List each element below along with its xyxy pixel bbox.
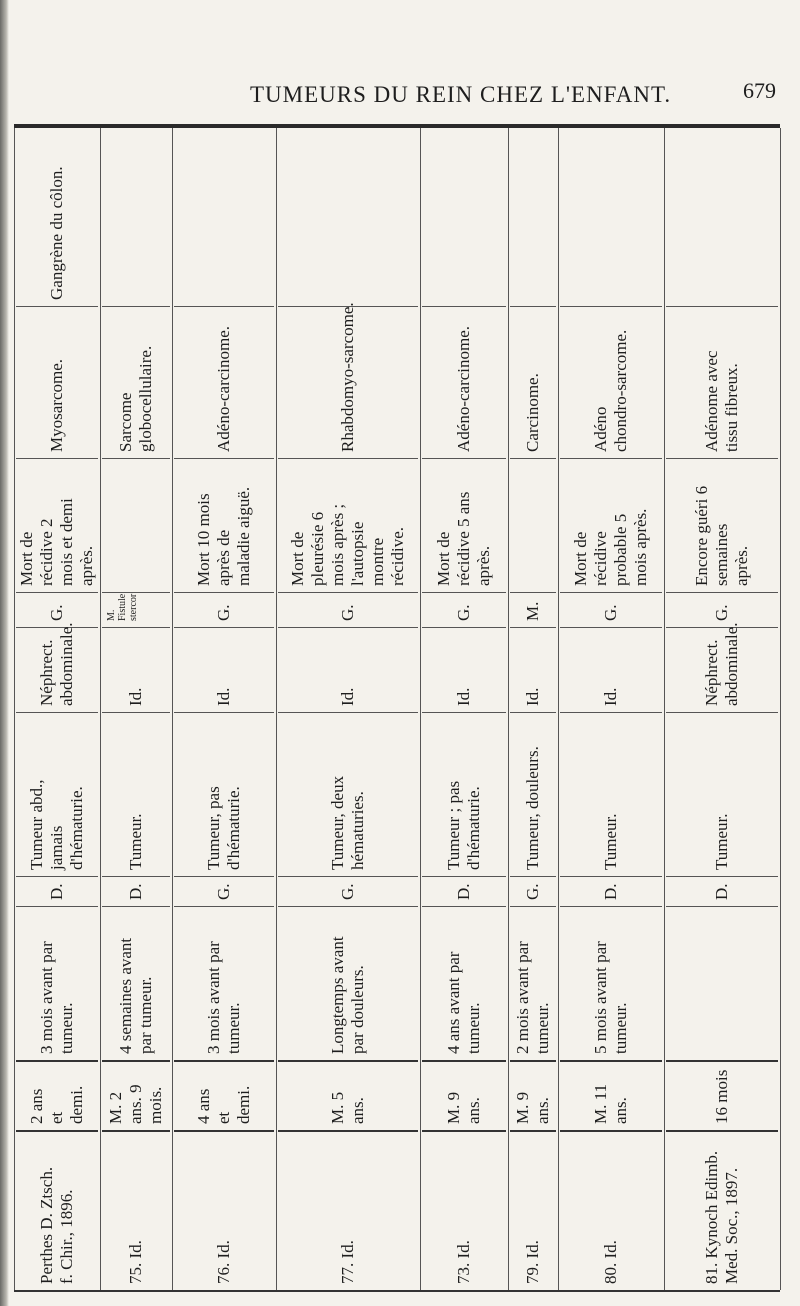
cell-line: M. 11 xyxy=(591,1084,610,1124)
cell-line: D. xyxy=(712,883,731,900)
cell-line: après de xyxy=(214,529,233,586)
cell-symptoms xyxy=(172,712,276,876)
cell-text xyxy=(126,883,146,900)
cell-line: Adéno-carcinome. xyxy=(454,325,473,452)
cell-line: tumeur. xyxy=(464,1002,483,1054)
cell-text xyxy=(601,1240,621,1284)
cell-text xyxy=(338,1240,358,1284)
cell-line: M. 9 xyxy=(444,1091,463,1124)
cell-line: Id. xyxy=(523,687,542,706)
cell-text xyxy=(47,359,67,452)
cell-line: G. xyxy=(214,604,233,621)
cell-line: demi. xyxy=(67,1085,86,1124)
cell-line: 5 mois avant par xyxy=(591,941,610,1054)
cell-line: par douleurs. xyxy=(348,965,367,1054)
field-separator xyxy=(666,906,778,907)
cell-line: d'hématurie. xyxy=(464,786,483,870)
cell-text xyxy=(214,326,234,452)
cell-text xyxy=(591,330,631,452)
cell-text xyxy=(204,941,244,1054)
cell-outcome xyxy=(664,458,780,592)
cell-text xyxy=(712,883,732,900)
column-rule xyxy=(780,128,781,1290)
cell-line: f. Chir., 1896. xyxy=(57,1189,76,1284)
cell-line: Id. xyxy=(338,687,357,706)
cell-line: 79. Id. xyxy=(523,1240,542,1284)
cell-line: Mort 10 mois xyxy=(194,493,213,586)
cell-line: M. 9 xyxy=(513,1091,532,1124)
cell-survival-side xyxy=(276,592,420,627)
cell-line: mois après ; xyxy=(328,503,347,586)
cell-symptoms xyxy=(14,712,100,876)
cell-text xyxy=(702,1151,742,1284)
cell-line: D. xyxy=(601,883,620,900)
cell-text xyxy=(712,1070,732,1124)
cell-line: Gangrène du côlon. xyxy=(47,166,66,300)
cell-line: Tumeur. xyxy=(126,813,145,870)
cell-line: ans. 9 xyxy=(126,1084,145,1124)
cell-line: probable 5 xyxy=(611,513,630,586)
cell-line: Id. xyxy=(214,687,233,706)
cell-text xyxy=(328,1092,368,1124)
cell-text xyxy=(47,883,67,900)
cell-line: 81. Kynoch Edimb. xyxy=(702,1150,721,1284)
cell-side xyxy=(664,876,780,906)
cell-text xyxy=(523,746,543,870)
cell-line: montre xyxy=(368,537,387,586)
cell-line: après. xyxy=(474,545,493,586)
cell-line: Id. xyxy=(601,687,620,706)
cell-text xyxy=(454,1240,474,1284)
cell-line: 4 ans avant par xyxy=(444,951,463,1054)
cell-line: l'autopsie xyxy=(348,521,367,586)
cell-symptoms xyxy=(664,712,780,876)
cell-text xyxy=(601,604,621,621)
cell-operation xyxy=(172,627,276,712)
cell-line: Mort de xyxy=(571,531,590,586)
cell-line: chondro-sarcome. xyxy=(611,329,630,452)
cell-symptoms xyxy=(276,712,420,876)
cell-outcome xyxy=(276,458,420,592)
cell-line: 77. Id. xyxy=(338,1240,357,1284)
cell-histology xyxy=(14,306,100,458)
cell-line: D. xyxy=(126,883,145,900)
cell-line: mois. xyxy=(146,1086,165,1124)
cell-text xyxy=(454,688,474,706)
cell-case xyxy=(508,1130,558,1290)
cell-line: ans. xyxy=(348,1097,367,1124)
cell-symptoms xyxy=(508,712,558,876)
cell-line: par tumeur. xyxy=(136,976,155,1054)
cell-text xyxy=(338,688,358,706)
cell-line: jamais xyxy=(47,825,66,870)
cell-age xyxy=(508,1060,558,1130)
cell-line: récidive. xyxy=(388,527,407,586)
cell-line: Encore guéri 6 xyxy=(692,485,711,586)
field-separator xyxy=(510,458,556,459)
cell-text xyxy=(17,498,97,586)
cell-duration xyxy=(276,906,420,1060)
cell-line: Adéno xyxy=(591,406,610,452)
cell-text xyxy=(37,941,77,1054)
cell-text xyxy=(571,509,651,586)
cell-line: 73. Id. xyxy=(454,1240,473,1284)
cell-line: tumeur. xyxy=(57,1002,76,1054)
cell-line: Adéno-carcinome. xyxy=(214,325,233,452)
cell-text xyxy=(444,952,484,1054)
cell-case xyxy=(14,1130,100,1290)
cell-line: stercor xyxy=(128,593,139,621)
table-bottom-rule xyxy=(14,1290,780,1292)
cell-text xyxy=(601,688,621,706)
cell-age xyxy=(276,1060,420,1130)
cell-outcome xyxy=(420,458,508,592)
cell-line: M. xyxy=(106,609,117,621)
cell-text xyxy=(444,781,484,870)
cell-line: Carcinome. xyxy=(523,373,542,452)
cell-text xyxy=(702,622,742,706)
cell-line: 3 mois avant par xyxy=(37,941,56,1054)
cell-case xyxy=(276,1130,420,1290)
cell-text xyxy=(601,813,621,870)
cell-text xyxy=(116,346,156,452)
cell-text xyxy=(214,688,234,706)
cell-line: Sarcome xyxy=(116,392,135,452)
cell-text xyxy=(338,302,358,452)
cell-case xyxy=(420,1130,508,1290)
cell-text xyxy=(126,1240,146,1284)
cell-side xyxy=(508,876,558,906)
cell-text xyxy=(712,813,732,870)
cell-line: Med. Soc., 1897. xyxy=(722,1167,741,1284)
cell-duration xyxy=(14,906,100,1060)
cell-line: Id. xyxy=(126,687,145,706)
cell-operation xyxy=(508,627,558,712)
cell-line: 76. Id. xyxy=(214,1240,233,1284)
cell-line: Tumeur ; pas xyxy=(444,780,463,870)
cell-symptoms xyxy=(558,712,664,876)
cell-line: Tumeur abd., xyxy=(27,779,46,870)
cell-line: Tumeur, douleurs. xyxy=(523,746,542,870)
cell-text xyxy=(338,604,358,621)
cell-line: 4 semaines avant xyxy=(116,937,135,1054)
cell-duration xyxy=(508,906,558,1060)
cell-text xyxy=(214,604,234,621)
cell-survival-side xyxy=(172,592,276,627)
cell-side xyxy=(558,876,664,906)
cell-line: G. xyxy=(47,604,66,621)
cell-age xyxy=(100,1060,172,1130)
cell-line: 2 mois avant par xyxy=(513,941,532,1054)
cell-line: Tumeur. xyxy=(601,813,620,870)
cell-text xyxy=(116,938,156,1054)
cell-line: Tumeur. xyxy=(712,813,731,870)
cell-line: abdominale. xyxy=(57,622,76,706)
cell-text xyxy=(194,487,254,586)
cell-text xyxy=(591,1084,631,1124)
cell-complications xyxy=(14,128,100,306)
cell-operation xyxy=(664,622,780,712)
cell-line: tissu fibreux. xyxy=(722,363,741,452)
cell-line: M. 2 xyxy=(106,1091,125,1124)
cell-operation xyxy=(276,627,420,712)
cell-histology xyxy=(508,306,558,458)
cell-text xyxy=(328,776,368,870)
cell-line: Néphrect. xyxy=(702,639,721,706)
cell-text xyxy=(523,883,543,900)
cell-operation xyxy=(14,622,100,712)
cell-line: 80. Id. xyxy=(601,1240,620,1284)
cell-line: et xyxy=(47,1111,66,1124)
cell-line: abdominale. xyxy=(722,622,741,706)
cell-text xyxy=(194,1086,254,1124)
cell-line: Id. xyxy=(454,687,473,706)
cell-text xyxy=(27,779,87,870)
cell-line: Tumeur, deux xyxy=(328,775,347,870)
cell-text xyxy=(27,1086,87,1124)
cell-text xyxy=(106,1084,166,1124)
cell-text xyxy=(513,1092,553,1124)
cell-duration xyxy=(558,906,664,1060)
cell-line: et xyxy=(214,1111,233,1124)
cell-line: G. xyxy=(601,604,620,621)
cell-line: M. xyxy=(523,601,542,621)
cell-text xyxy=(454,883,474,900)
cell-text xyxy=(204,786,244,870)
cell-line: récidive xyxy=(591,531,610,586)
cell-survival-side xyxy=(508,592,558,627)
cell-line: demi. xyxy=(234,1085,253,1124)
cell-line: pleurésie 6 xyxy=(308,511,327,586)
cell-line: tumeur. xyxy=(611,1002,630,1054)
cell-line: ans. xyxy=(464,1097,483,1124)
cell-operation xyxy=(100,627,172,712)
cell-line: Longtemps avant xyxy=(328,936,347,1054)
cell-side xyxy=(276,876,420,906)
cell-line: 75. Id. xyxy=(126,1240,145,1284)
cell-line: d'hématurie. xyxy=(224,786,243,870)
cell-line: récidive 5 ans xyxy=(454,491,473,586)
cell-line: Mort de xyxy=(17,531,36,586)
cell-line: D. xyxy=(454,883,473,900)
cell-text xyxy=(328,936,368,1054)
cell-side xyxy=(420,876,508,906)
cell-text xyxy=(126,813,146,870)
cell-line: récidive 2 xyxy=(37,518,56,586)
cell-operation xyxy=(420,627,508,712)
cell-line: hématuries. xyxy=(348,791,367,870)
cell-line: G. xyxy=(338,604,357,621)
cell-text xyxy=(288,504,408,586)
cell-line: Perthes D. Ztsch. xyxy=(37,1166,56,1284)
cell-age xyxy=(664,1060,780,1130)
cell-line: G. xyxy=(454,604,473,621)
running-title: TUMEURS DU REIN CHEZ L'ENFANT. xyxy=(250,82,672,107)
cell-outcome xyxy=(14,458,100,592)
cell-operation xyxy=(558,627,664,712)
cell-text xyxy=(702,351,742,452)
cell-line: G. xyxy=(338,883,357,900)
cell-survival-side xyxy=(100,592,172,627)
cell-text xyxy=(692,486,752,586)
cell-line: M. 5 xyxy=(328,1091,347,1124)
cell-line: 4 ans xyxy=(194,1088,213,1124)
cell-line: tumeur. xyxy=(533,1002,552,1054)
cell-line: D. xyxy=(47,883,66,900)
cell-line: globocellulaire. xyxy=(136,345,155,452)
cell-text xyxy=(523,1240,543,1284)
cell-text xyxy=(214,883,234,900)
cell-line: G. xyxy=(712,604,731,621)
cell-text xyxy=(523,688,543,706)
cell-text xyxy=(338,883,358,900)
cell-line: Tumeur, pas xyxy=(204,786,223,870)
cell-text xyxy=(591,941,631,1054)
cell-text xyxy=(47,604,67,621)
cell-line: Fistule xyxy=(117,593,128,621)
cell-line: 3 mois avant par xyxy=(204,941,223,1054)
cell-case xyxy=(664,1130,780,1290)
cell-line: ans. xyxy=(533,1097,552,1124)
cell-case xyxy=(100,1130,172,1290)
cell-side xyxy=(172,876,276,906)
page-number: 679 xyxy=(743,78,776,103)
cell-line: ans. xyxy=(611,1097,630,1124)
cell-case xyxy=(558,1130,664,1290)
cell-survival-side xyxy=(420,592,508,627)
cell-text xyxy=(106,594,139,621)
cell-text xyxy=(601,883,621,900)
cell-line: 2 ans xyxy=(27,1088,46,1124)
cell-line: Rhabdomyo-sarcome. xyxy=(338,302,357,452)
cell-age xyxy=(420,1060,508,1130)
cell-survival-side xyxy=(558,592,664,627)
cell-text xyxy=(434,492,494,586)
cell-age xyxy=(172,1060,276,1130)
cell-line: G. xyxy=(523,883,542,900)
cell-symptoms xyxy=(420,712,508,876)
cell-outcome xyxy=(172,458,276,592)
cell-duration xyxy=(100,906,172,1060)
cell-age xyxy=(14,1060,100,1130)
cell-histology xyxy=(664,306,780,458)
field-separator xyxy=(102,458,170,459)
cell-outcome xyxy=(558,458,664,592)
cell-histology xyxy=(558,306,664,458)
cell-line: après. xyxy=(77,545,96,586)
cell-text xyxy=(37,1167,77,1284)
cell-line: mois et demi xyxy=(57,498,76,586)
cell-text xyxy=(454,604,474,621)
cell-line: d'hématurie. xyxy=(67,786,86,870)
cell-text xyxy=(712,604,732,621)
cell-side xyxy=(14,876,100,906)
cell-text xyxy=(214,1240,234,1284)
cell-duration xyxy=(420,906,508,1060)
cell-line: G. xyxy=(214,883,233,900)
cell-line: Néphrect. xyxy=(37,639,56,706)
cell-line: Mort de xyxy=(434,531,453,586)
cell-duration xyxy=(172,906,276,1060)
cell-line: Myosarcome. xyxy=(47,358,66,452)
cell-line: Mort de xyxy=(288,531,307,586)
cell-side xyxy=(100,876,172,906)
cell-text xyxy=(513,941,553,1054)
cell-case xyxy=(172,1130,276,1290)
cell-line: maladie aiguë. xyxy=(234,486,253,586)
cell-line: 16 mois xyxy=(712,1069,731,1124)
cell-text xyxy=(47,166,67,300)
cell-line: mois après. xyxy=(631,508,650,586)
cell-age xyxy=(558,1060,664,1130)
cell-text xyxy=(454,326,474,452)
cell-histology xyxy=(172,306,276,458)
cell-text xyxy=(126,688,146,706)
cell-line: semaines xyxy=(712,523,731,586)
cell-text xyxy=(37,622,77,706)
cell-line: après. xyxy=(732,545,751,586)
cell-text xyxy=(523,602,543,621)
cell-line: tumeur. xyxy=(224,1002,243,1054)
cell-line: Adénome avec xyxy=(702,350,721,452)
cell-histology xyxy=(276,302,420,458)
cell-symptoms xyxy=(100,712,172,876)
cell-text xyxy=(523,373,543,452)
cell-text xyxy=(444,1092,484,1124)
cell-histology xyxy=(420,306,508,458)
cell-histology xyxy=(100,306,172,458)
